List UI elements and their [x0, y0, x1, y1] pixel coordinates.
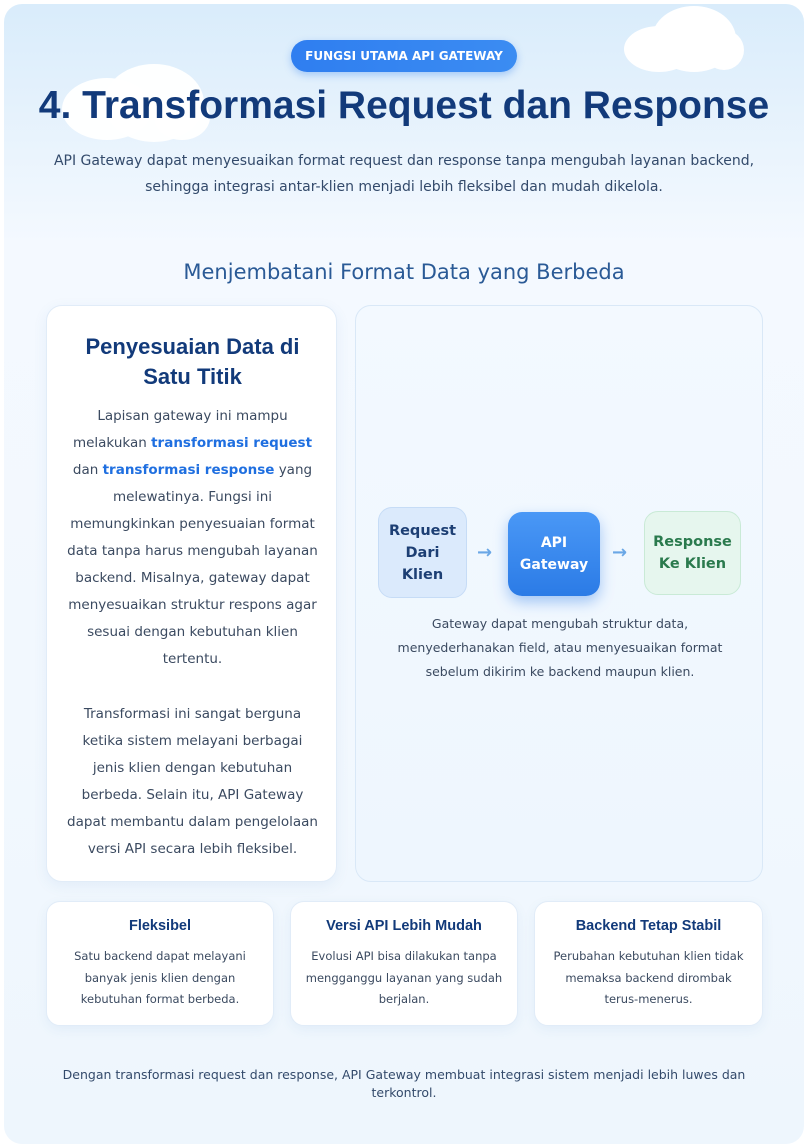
flow-caption: Gateway dapat mengubah struktur data, menyederhanakan field, atau menyesuaikan format sebelum dikirim ke backend maupun klien.: [397, 616, 723, 679]
feature-description: Evolusi API bisa dilakukan tanpa mengganggu layanan yang sudah berjalan.: [305, 949, 503, 1006]
card-title: [67, 332, 318, 392]
data-adjustment-card: [46, 305, 337, 882]
feature-card-flexible: [46, 901, 274, 1026]
highlight-response: transformasi response: [102, 462, 275, 478]
page: [4, 4, 804, 1144]
card-title-line: Satu Titik: [143, 364, 242, 389]
feature-description: Perubahan kebutuhan klien tidak memaksa backend dirombak terus-menerus.: [553, 949, 744, 1006]
feature-title: Fleksibel: [128, 918, 192, 934]
feature-title: Versi API Lebih Mudah: [326, 918, 482, 934]
feature-description: Satu backend dapat melayani banyak jenis klien dengan kebutuhan format berbeda.: [74, 949, 246, 1006]
feature-card-stable-backend: [534, 901, 763, 1026]
highlight-request: transformasi request: [151, 435, 313, 451]
api-gateway-box: API Gateway: [508, 512, 600, 596]
card-title-line: Penyesuaian Data di: [85, 334, 300, 359]
page-title: 4. Transformasi Request dan Response: [38, 84, 770, 127]
page-subtitle: [34, 148, 774, 200]
arrow-right-icon: →: [477, 542, 493, 563]
section-heading: Menjembatani Format Data yang Berbeda: [183, 260, 625, 284]
footer-note: Dengan transformasi request dan response, API Gateway membuat integrasi sistem menjadi lebih luwes dan terkontrol.: [62, 1067, 746, 1100]
feature-title: Backend Tetap Stabil: [575, 918, 722, 934]
flow-diagram-card: [355, 305, 763, 882]
arrow-right-icon: →: [612, 542, 628, 563]
feature-card-versioning: [290, 901, 518, 1026]
response-box: Response Ke Klien: [644, 511, 741, 595]
subtitle-line: API Gateway dapat menyesuaikan format request dan response tanpa mengubah layanan backend,: [53, 153, 755, 169]
card-paragraph-2: Transformasi ini sangat berguna ketika sistem melayani berbagai jenis klien dengan kebutuhan berbeda. Selain itu, API Gateway dapat membantu dalam pengelolaan versi API secara lebih fleksibel.: [67, 706, 318, 857]
section-badge: FUNGSI UTAMA API GATEWAY: [291, 40, 517, 72]
request-box: Request Dari Klien: [378, 507, 467, 598]
card-paragraph-1: Lapisan gateway ini mampu melakukan transformasi request dan transformasi response yang melewatinya. Fungsi ini memungkinkan penyesuaian format data tanpa harus mengubah layanan backend. Misalnya, gateway dapat menyesuaikan struktur respons agar sesuai dengan kebutuhan klien tertentu.: [67, 408, 318, 667]
subtitle-line: sehingga integrasi antar-klien menjadi lebih fleksibel dan mudah dikelola.: [145, 179, 663, 195]
